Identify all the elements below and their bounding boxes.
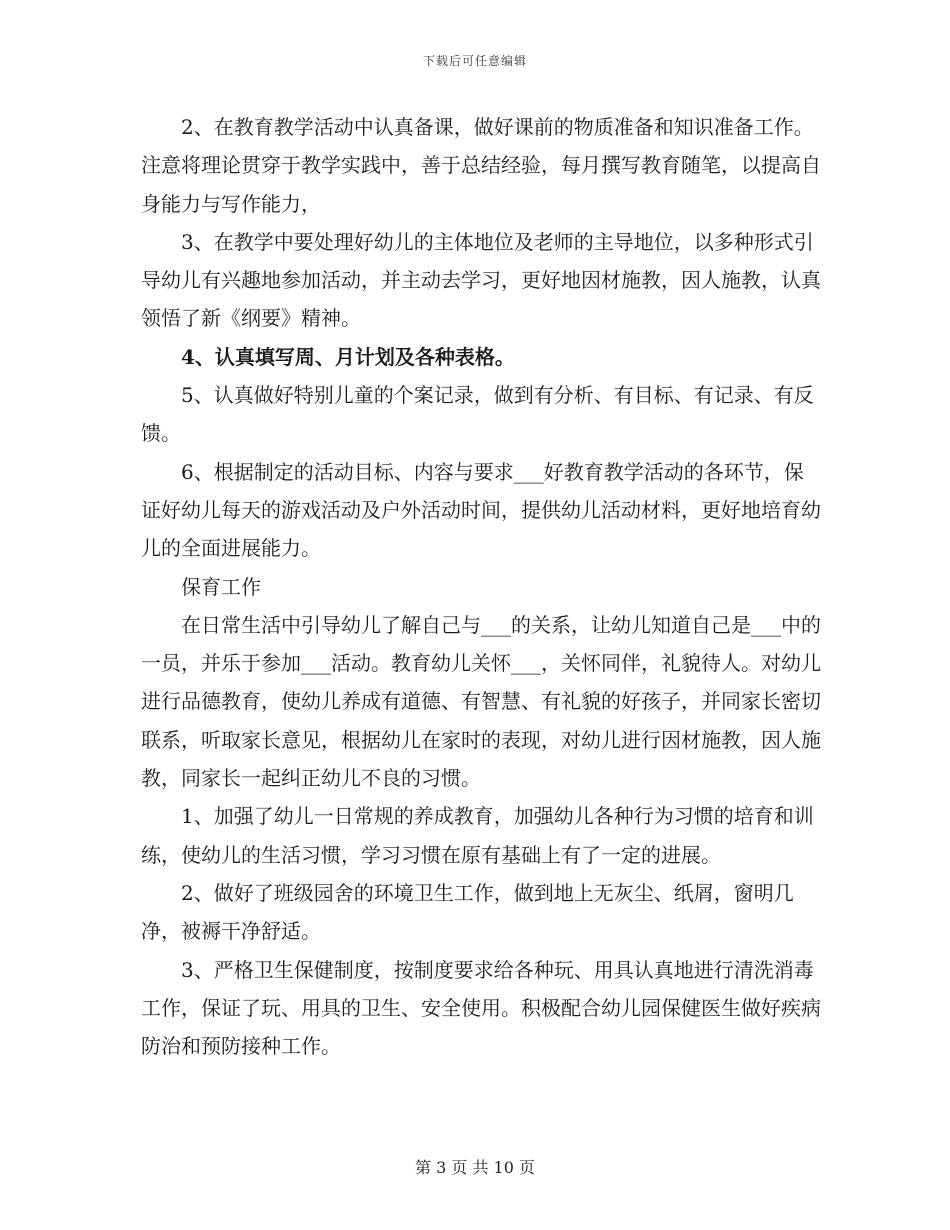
paragraph-7: 1、加强了幼儿一日常规的养成教育，加强幼儿各种行为习惯的培育和训练，使幼儿的生活习惯，学习习惯在原有基础上有了一定的进展。: [141, 804, 814, 867]
document-body: [141, 108, 821, 1065]
paragraph-8: 2、做好了班级园舍的环境卫生工作，做到地上无灰尘、纸屑，窗明几净，被褥干净舒适。: [141, 880, 794, 944]
paragraph-3-bold: 4、认真填写周、月计划及各种表格。: [181, 344, 515, 369]
paragraph-1: 2、在教育教学活动中认真备课，做好课前的物质准备和知识准备工作。注意将理论贯穿于教学实践中，善于总结经验，每月撰写教育随笔，以提高自身能力与写作能力，: [141, 115, 821, 216]
section-heading-care: 保育工作: [181, 574, 261, 599]
page-number: 第 3 页 共 10 页: [415, 1158, 535, 1177]
paragraph-4: 5、认真做好特别儿童的个案记录，做到有分析、有目标、有记录、有反馈。: [141, 383, 814, 446]
paragraph-5: 6、根据制定的活动目标、内容与要求___好教育教学活动的各环节，保证好幼儿每天的游戏活动及户外活动时间，提供幼儿活动材料，更好地培育幼儿的全面进展能力。: [141, 459, 821, 561]
page-header-note: 下载后可任意编辑: [422, 54, 527, 68]
paragraph-2: 3、在教学中要处理好幼儿的主体地位及老师的主导地位，以多种形式引导幼儿有兴趣地参加活动，并主动去学习，更好地因材施教，因人施教，认真领悟了新《纲要》精神。: [141, 229, 821, 331]
paragraph-6: 在日常生活中引导幼儿了解自己与___的关系，让幼儿知道自己是___中的一员，并乐于参加___活动。教育幼儿关怀___，关怀同伴，礼貌待人。对幼儿进行品德教育，使幼儿养成有道德、有智慧、有礼貌的好孩子，并同家长密切联系，听取家长意见，根据幼儿在家时的表现，对幼儿进行因材施教，因人施教，同家长一起纠正幼儿不良的习惯。: [141, 612, 821, 791]
paragraph-9: 3、严格卫生保健制度，按制度要求给各种玩、用具认真地进行清洗消毒工作，保证了玩、用具的卫生、安全使用。积极配合幼儿园保健医生做好疾病防治和预防接种工作。: [141, 957, 821, 1059]
